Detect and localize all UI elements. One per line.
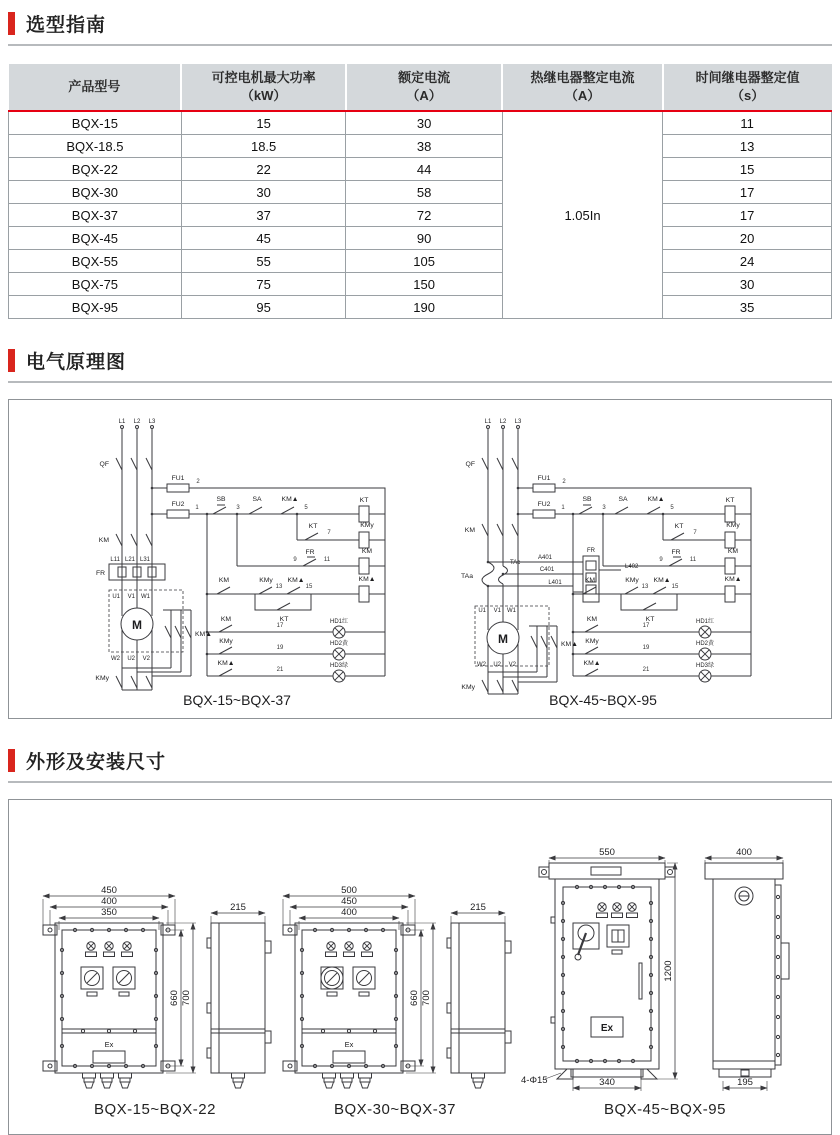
cell-power: 15 <box>181 111 346 135</box>
cell-power: 30 <box>181 181 346 204</box>
wire-number: 11 <box>689 557 697 563</box>
dim-height-inner: 660 <box>409 990 420 1006</box>
col-header-power: 可控电机最大功率 （kW） <box>181 64 346 111</box>
motor-symbol-label: M <box>498 632 508 646</box>
label-l401: L401 <box>548 580 562 586</box>
wire-number: 7 <box>693 530 697 536</box>
cell-current: 30 <box>346 111 502 135</box>
label-l2: L2 <box>133 419 141 425</box>
table-row <box>9 111 832 135</box>
label-hd1-red-lamp: HD1红 <box>695 619 715 625</box>
label-sb: SB <box>216 496 226 503</box>
table-row <box>9 158 832 181</box>
label-km: KM <box>220 616 232 623</box>
wire-number: 15 <box>305 584 313 590</box>
cabinet-side-view <box>705 863 789 1077</box>
section-title: 外形及安装尺寸 <box>26 752 167 773</box>
label-kt-coil: KT <box>359 497 369 504</box>
wire-number: 1 <box>195 505 199 511</box>
cell-thermal-merged: 1.05In <box>502 111 662 319</box>
label-fr: FR <box>671 549 681 556</box>
label-km-coil: KM <box>727 548 739 555</box>
wire-number: 7 <box>327 530 331 536</box>
dim-width-inner: 400 <box>341 907 357 918</box>
table-row <box>9 296 832 319</box>
cell-time: 30 <box>663 273 832 296</box>
label-kmy: KMy <box>585 638 599 645</box>
cabinet-front-view <box>539 863 675 1079</box>
drawing-bqx15-22 <box>35 883 275 1118</box>
label-kmd: KM▲ <box>583 660 601 667</box>
cell-model: BQX-45 <box>9 227 182 250</box>
col-header-model: 产品型号 <box>9 64 182 111</box>
dimensions-panel <box>8 799 832 1135</box>
dim-side-width: 400 <box>736 847 752 858</box>
label-v1: V1 <box>493 608 501 614</box>
dim-depth: 215 <box>470 902 486 913</box>
label-taa: TAa <box>461 573 473 580</box>
label-kmd: KM▲ <box>287 577 305 584</box>
cell-power: 45 <box>181 227 346 250</box>
label-fu1: FU1 <box>171 475 185 482</box>
schematic-caption: BQX-45~BQX-95 <box>549 692 657 708</box>
label-w2: W2 <box>477 662 486 668</box>
dim-width-outer: 450 <box>101 885 117 896</box>
dim-width-mid: 450 <box>341 896 357 907</box>
label-kmy: KMy <box>259 577 273 584</box>
label-hd2-yellow-lamp: HD2黄 <box>695 641 715 647</box>
label-w1: W1 <box>507 608 516 614</box>
wire-number: 1 <box>561 505 565 511</box>
cell-power: 95 <box>181 296 346 319</box>
wire-number: 17 <box>642 623 650 629</box>
cell-model: BQX-30 <box>9 181 182 204</box>
label-c401: C401 <box>539 567 555 573</box>
wire-number: 21 <box>276 667 284 673</box>
table-row <box>9 273 832 296</box>
cell-power: 18.5 <box>181 135 346 158</box>
cell-current: 72 <box>346 204 502 227</box>
cell-time: 35 <box>663 296 832 319</box>
label-l1: L1 <box>118 419 126 425</box>
drawing-bqx45-95 <box>515 847 815 1118</box>
label-l1: L1 <box>484 419 492 425</box>
label-sa: SA <box>618 496 628 503</box>
schematic-right-diagram <box>433 414 773 709</box>
label-w1: W1 <box>141 594 150 600</box>
dim-width-mid: 400 <box>101 896 117 907</box>
dim-height-outer: 700 <box>421 990 432 1006</box>
cell-model: BQX-22 <box>9 158 182 181</box>
table-row <box>9 227 832 250</box>
cell-current: 105 <box>346 250 502 273</box>
label-l402: L402 <box>625 564 639 570</box>
dim-height-outer: 700 <box>181 990 192 1006</box>
label-hd1-red-lamp: HD1红 <box>329 619 349 625</box>
table-row <box>9 181 832 204</box>
dim-width-inner: 350 <box>101 907 117 918</box>
wire-number: 17 <box>276 623 284 629</box>
wire-number: 19 <box>642 645 650 651</box>
cell-power: 55 <box>181 250 346 273</box>
label-fr-main: FR <box>95 570 105 577</box>
cell-model: BQX-55 <box>9 250 182 273</box>
label-kmd: KM▲ <box>217 660 235 667</box>
label-km: KM <box>584 577 596 584</box>
cell-power: 22 <box>181 158 346 181</box>
ex-marking: Ex <box>104 1040 114 1049</box>
wire-number: 2 <box>562 479 566 485</box>
ex-marking: Ex <box>600 1023 614 1034</box>
label-hd3-green-lamp: HD3绿 <box>695 663 715 669</box>
dim-height: 1200 <box>663 960 674 982</box>
wire-number: 13 <box>275 584 283 590</box>
cell-power: 75 <box>181 273 346 296</box>
label-l2: L2 <box>499 419 507 425</box>
cell-time: 20 <box>663 227 832 250</box>
red-accent-bar <box>8 12 15 35</box>
schematic-panel <box>8 399 832 719</box>
label-u2: U2 <box>127 656 135 662</box>
cell-model: BQX-75 <box>9 273 182 296</box>
cell-current: 44 <box>346 158 502 181</box>
table-header-row <box>9 64 832 111</box>
label-km-main: KM <box>98 537 109 544</box>
label-kmy: KMy <box>625 577 639 584</box>
label-kmd-main: KM▲ <box>195 631 212 638</box>
outline-drawing-small <box>35 883 275 1095</box>
label-l3: L3 <box>514 419 522 425</box>
label-kt: KT <box>645 616 655 623</box>
label-km: KM <box>218 577 230 584</box>
cell-model: BQX-18.5 <box>9 135 182 158</box>
label-sa: SA <box>252 496 262 503</box>
label-qf: QF <box>465 461 475 468</box>
wire-number: 9 <box>293 557 297 563</box>
label-sb: SB <box>582 496 592 503</box>
label-u1: U1 <box>112 594 120 600</box>
label-u1: U1 <box>478 608 486 614</box>
cell-current: 58 <box>346 181 502 204</box>
section-header-selection-guide <box>8 8 832 46</box>
label-km-coil: KM <box>361 548 373 555</box>
table-row <box>9 204 832 227</box>
wire-number: 15 <box>671 584 679 590</box>
col-header-thermal: 热继电器整定电流 （A） <box>502 64 662 111</box>
dim-depth: 215 <box>230 902 246 913</box>
wire-number: 19 <box>276 645 284 651</box>
label-u2: U2 <box>493 662 501 668</box>
cell-model: BQX-15 <box>9 111 182 135</box>
red-accent-bar <box>8 749 15 772</box>
cell-time: 15 <box>663 158 832 181</box>
col-header-time: 时间继电器整定值 （s） <box>663 64 832 111</box>
wire-number: 3 <box>236 505 240 511</box>
label-kmd-coil: KM▲ <box>724 576 742 583</box>
wire-number: 9 <box>659 557 663 563</box>
label-km-main: KM <box>464 527 475 534</box>
selection-table <box>8 64 832 319</box>
label-kmy: KMy <box>219 638 233 645</box>
label-kmd-main: KM▲ <box>561 641 578 648</box>
cell-model: BQX-95 <box>9 296 182 319</box>
label-v2: V2 <box>142 656 150 662</box>
dim-side-bottom: 195 <box>737 1077 753 1088</box>
label-tac: TAc <box>510 560 521 566</box>
cell-current: 190 <box>346 296 502 319</box>
dim-bottom-width: 340 <box>599 1077 615 1088</box>
label-fu1: FU1 <box>537 475 551 482</box>
cell-time: 17 <box>663 204 832 227</box>
label-kmy-coil: KMy <box>360 522 374 529</box>
section-header-dimensions <box>8 745 832 783</box>
label-hd2-yellow-lamp: HD2黄 <box>329 641 349 647</box>
label-l11: L11 <box>110 557 120 563</box>
wire-number: 11 <box>323 557 331 563</box>
wire-number: 21 <box>642 667 650 673</box>
red-accent-bar <box>8 349 15 372</box>
drawing-caption: BQX-30~BQX-37 <box>334 1101 456 1118</box>
dim-width-outer: 500 <box>341 885 357 896</box>
outline-drawing-medium <box>275 883 515 1095</box>
dim-top-width: 550 <box>599 847 615 858</box>
label-hd3-green-lamp: HD3绿 <box>329 663 349 669</box>
cell-model: BQX-37 <box>9 204 182 227</box>
drawing-bqx30-37 <box>275 883 515 1118</box>
label-fr: FR <box>305 549 315 556</box>
label-kt: KT <box>308 523 318 530</box>
wire-number: 5 <box>304 505 308 511</box>
label-fu2: FU2 <box>537 501 551 508</box>
label-kmd: KM▲ <box>653 577 671 584</box>
label-l31: L31 <box>139 557 150 563</box>
label-kmy-main: KMy <box>461 684 475 691</box>
label-l3: L3 <box>148 419 156 425</box>
cell-time: 24 <box>663 250 832 273</box>
col-header-current: 额定电流 （A） <box>346 64 502 111</box>
label-w2: W2 <box>111 656 120 662</box>
cell-current: 150 <box>346 273 502 296</box>
motor-symbol-label: M <box>132 618 142 632</box>
wire-number: 3 <box>602 505 606 511</box>
dim-height-inner: 660 <box>169 990 180 1006</box>
schematic-left-diagram <box>67 414 407 709</box>
wire-number: 2 <box>196 479 200 485</box>
section-title: 选型指南 <box>26 15 107 36</box>
cell-current: 90 <box>346 227 502 250</box>
label-fr-main: FR <box>587 548 595 554</box>
drawing-caption: BQX-45~BQX-95 <box>604 1101 726 1118</box>
section-title: 电气原理图 <box>26 352 127 373</box>
label-kt: KT <box>279 616 289 623</box>
label-l21: L21 <box>124 557 135 563</box>
label-kmd: KM▲ <box>281 496 299 503</box>
label-km: KM <box>586 616 598 623</box>
label-qf: QF <box>99 461 109 468</box>
table-row <box>9 250 832 273</box>
label-kmy-main: KMy <box>95 675 109 682</box>
wire-number: 5 <box>670 505 674 511</box>
ex-marking: Ex <box>344 1040 354 1049</box>
table-row <box>9 135 832 158</box>
cell-time: 11 <box>663 111 832 135</box>
cell-time: 13 <box>663 135 832 158</box>
label-v1: V1 <box>127 594 135 600</box>
label-kmd: KM▲ <box>647 496 665 503</box>
schematic-caption: BQX-15~BQX-37 <box>183 692 291 708</box>
label-v2: V2 <box>508 662 516 668</box>
label-kt: KT <box>674 523 684 530</box>
label-kt-coil: KT <box>725 497 735 504</box>
cell-time: 17 <box>663 181 832 204</box>
label-fu2: FU2 <box>171 501 185 508</box>
label-a401: A401 <box>537 555 553 561</box>
left-phase-circuit <box>109 426 191 691</box>
wire-number: 13 <box>641 584 649 590</box>
section-header-schematic <box>8 345 832 383</box>
label-kmd-coil: KM▲ <box>358 576 376 583</box>
label-kmy-coil: KMy <box>726 522 740 529</box>
cell-power: 37 <box>181 204 346 227</box>
drawing-caption: BQX-15~BQX-22 <box>94 1101 216 1118</box>
outline-drawing-tall <box>515 847 815 1095</box>
dim-mounting-holes: 4-Φ15 <box>521 1075 548 1086</box>
cell-current: 38 <box>346 135 502 158</box>
